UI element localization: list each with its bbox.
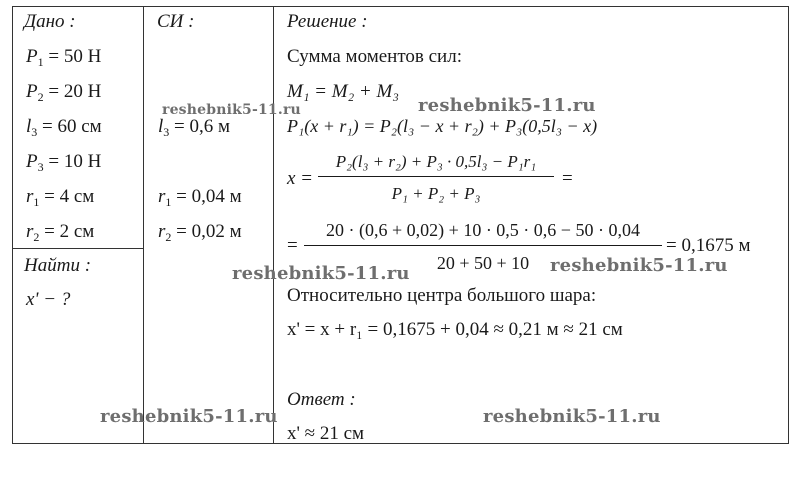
solution-intro: Сумма моментов сил: [287,46,462,67]
given-p1: $P_1 = 50$ Н [26,46,102,69]
calc-fraction-bar [304,245,662,246]
si-r1: $r_1 = 0,04$ м [158,186,242,209]
given-r2: $r_2 = 2$ см [26,221,95,244]
column-divider-solution [273,7,274,443]
equation-moments: M₁ = M₂ + M₃ [287,81,399,102]
watermark: reshebnik5-11.ru [162,102,301,118]
calc-numerator: 20 · (0,6 + 0,02) + 10 · 0,5 · 0,6 − 50 · 0,04 [326,220,640,240]
watermark: reshebnik5-11.ru [418,95,596,116]
answer-value: x' ≈ 21 см [287,423,365,444]
watermark: reshebnik5-11.ru [483,406,661,427]
given-find-divider [13,248,143,249]
header-given: Дано : [24,11,76,32]
given-r1: $r_1 = 4$ см [26,186,95,209]
given-l3: $l_3 = 60$ см [26,116,102,139]
x-equals: = [562,168,573,189]
header-find: Найти : [24,255,92,276]
header-solution: Решение : [287,11,368,32]
x-lhs: x = [287,168,314,189]
center-note: Относительно центра большого шара: [287,285,597,306]
si-l3: $l_3 = 0,6$ м [158,116,231,139]
watermark: reshebnik5-11.ru [232,263,410,284]
given-p2: $P_2 = 20$ Н [26,81,102,104]
x-fraction-bar [318,176,554,177]
x-denominator: P₁ + P₂ + P₃ [391,184,481,203]
find-value: x' − ? [26,289,71,310]
header-si: СИ : [157,11,195,32]
calc-denominator: 20 + 50 + 10 [436,253,530,273]
header-answer: Ответ : [287,389,356,410]
calc-equals: = [287,235,298,256]
calc-result: = 0,1675 м [666,235,751,256]
si-r2: $r_2 = 0,02$ м [158,221,242,244]
equation-balance: P₁(x + r₁) = P₂(l₃ − x + r₂) + P₃(0,5l₃ − x) [287,116,598,136]
column-divider-si [143,7,144,443]
watermark: reshebnik5-11.ru [550,255,728,276]
equation-final: x' = x + r₁ = 0,1675 + 0,04 ≈ 0,21 м ≈ 21 см [287,319,623,340]
given-p3: $P_3 = 10$ Н [26,151,102,174]
watermark: reshebnik5-11.ru [100,406,278,427]
x-numerator: P₂(l₃ + r₂) + P₃ · 0,5l₃ − P₁r₁ [335,152,537,171]
